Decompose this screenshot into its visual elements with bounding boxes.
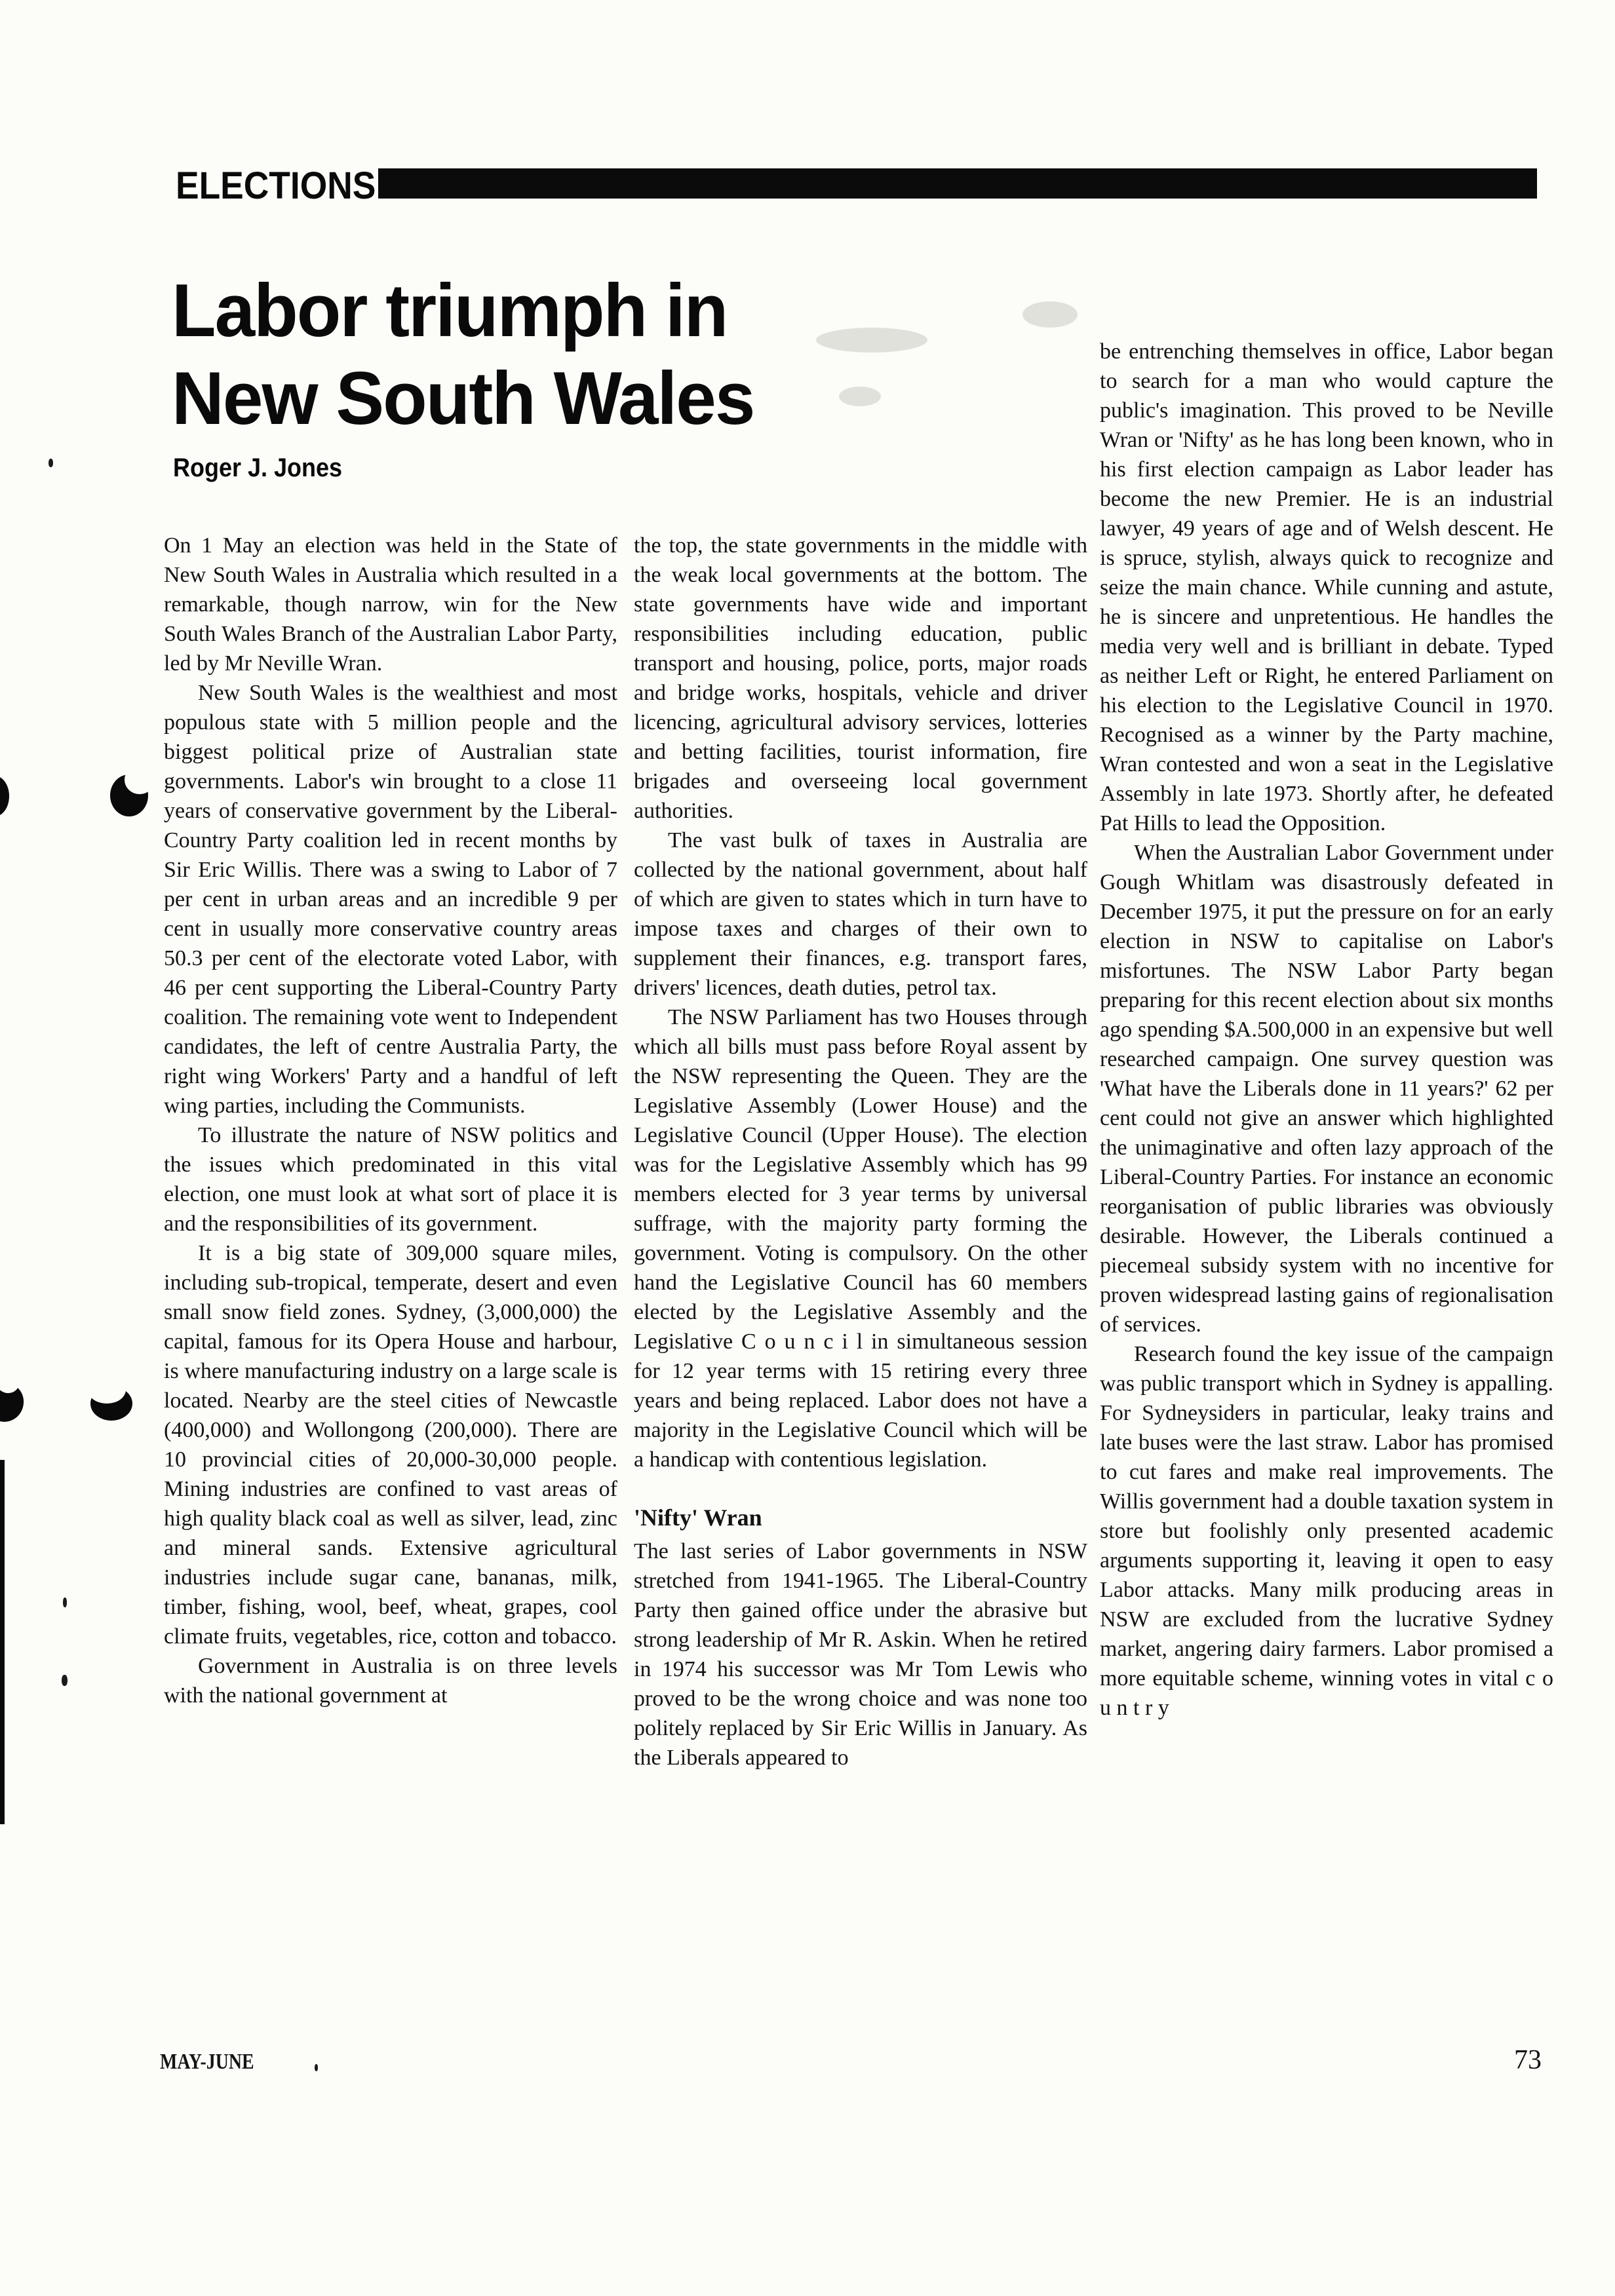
ink-crescent-1-notch (125, 765, 155, 794)
ink-speck-2 (63, 1598, 67, 1607)
footer-page-number: 73 (1514, 2045, 1542, 2075)
paragraph: the top, the state governments in the middle with the weak local governments at the bottom. The state governments have wide and important responsibilities including education, public transport and housing, police, ports, major roads and bridge works, hospitals, vehicle and driver licencing, agricultural advisory services, lotteries and betting facilities, tourist information, fire brigades and overseeing local government authorities. (634, 533, 1087, 823)
paragraph: When the Australian Labor Government under Gough Whitlam was disastrously defeated in December 1975, it put the pressure on for an early election in NSW to capitalise on Labor's misfortunes. The NSW Labor Party began preparing for this recent election about six months ago spending $A.500,000 in an expensive but well researched campaign. One survey question was 'What have the Liberals done in 11 years?' 62 per cent could not give an answer which highlighted the unimaginative and often lazy approach of the Liberal-Country Parties. For instance an economic reorganisation of public libraries was obviously desirable. However, the Liberals continued a piecemeal subsidy system with no incentive for proven widespread lasting gains of regionalisation of services. (1100, 841, 1553, 1337)
ink-speck-4 (315, 2064, 318, 2071)
scan-smudge-3 (839, 387, 881, 406)
scan-smudge-1 (816, 328, 927, 353)
article-column-3 (1100, 337, 1553, 1723)
paragraph: To illustrate the nature of NSW politics and the issues which predominated in this vital election, one must look at what sort of place it is and the responsibilities of its government. (164, 1123, 617, 1236)
paragraph: be entrenching themselves in office, Labor began to search for a man who would capture the public's imagination. This proved to be Neville Wran or 'Nifty' as he has long been known, who in his first election campaign as Labor leader has become the new Premier. He is an industrial lawyer, 49 years of age and of Welsh descent. He is spruce, stylish, always quick to recognize and seize the main chance. While cunning and astute, he is sincere and unpretentious. He handles the media very well and is brilliant in debate. Typed as neither Left or Right, he entered Parliament on his election to the Legislative Council in 1970. Recognised as a winner by the Party machine, Wran contested and won a seat in the Legislative Assembly in late 1973. Shortly after, he defeated Pat Hills to lead the Opposition. (1100, 339, 1553, 835)
ink-speck-3 (62, 1675, 68, 1686)
article-title-line2: New South Wales (172, 357, 754, 440)
article-column-1 (164, 531, 617, 1710)
section-label: ELECTIONS (176, 164, 376, 207)
byline: Roger J. Jones (173, 453, 343, 482)
ink-speck-1 (49, 459, 53, 467)
paragraph: It is a big state of 309,000 square miles, including sub-tropical, temperate, desert and even small snow field zones. Sydney, (3,000,000) the capital, famous for its Opera House and harbour, is where manufacturing industry on a large scale is located. Nearby are the steel cities of Newcastle (400,000) and Wollongong (200,000). There are 10 provincial cities of 20,000-30,000 people. Mining industries are confined to vast areas of high quality black coal as well as silver, lead, zinc and mineral sands. Extensive agricultural industries include sugar cane, bananas, milk, timber, fishing, wool, beef, wheat, grapes, cool climate fruits, vegetables, rice, cotton and tobacco. (164, 1241, 617, 1649)
paragraph: The last series of Labor governments in NSW stretched from 1941-1965. The Liberal-Country Party then gained office under the abrasive but strong leadership of Mr R. Askin. When he retired in 1974 his successor was Mr Tom Lewis who proved to be the wrong choice and was none too politely replaced by Sir Eric Willis in January. As the Liberals appeared to (634, 1539, 1087, 1770)
paragraph: The NSW Parliament has two Houses through which all bills must pass before Royal assent by the NSW representing the Queen. They are the Legislative Assembly (Lower House) and the Legislative Council (Upper House). The election was for the Legislative Assembly which has 99 members elected for 3 year terms by universal suffrage, with the majority party forming the government. Voting is compulsory. On the other hand the Legislative Council has 60 members elected by the Legislative Assembly and the Legislative C o u n c i l in simultaneous session for 12 year terms with 15 retiring every three years and being replaced. Labor does not have a majority in the Legislative Council which will be a handicap with contentious legislation. (634, 1005, 1087, 1472)
article-title-line1: Labor triumph in (172, 269, 728, 353)
ink-blot-edge-1 (0, 776, 9, 816)
paragraph: New South Wales is the wealthiest and most populous state with 5 million people and the biggest political prize of Australian state governments. Labor's win brought to a close 11 years of conservative government by the Liberal-Country Party coalition led in recent months by Sir Eric Willis. There was a swing to Labor of 7 per cent in urban areas and an incredible 9 per cent in usually more conservative country areas 50.3 per cent of the electorate voted Labor, with 46 per cent supporting the Liberal-Country Party coalition. The remaining vote went to Independent candidates, the left of centre Australia Party, the right wing Workers' Party and a handful of left wing parties, including the Communists. (164, 681, 617, 1118)
paragraph: On 1 May an election was held in the State of New South Wales in Australia which resulted in a remarkable, though narrow, win for the New South Wales Branch of the Australian Labor Party, led by Mr Neville Wran. (164, 533, 617, 676)
ink-blot-edge-2 (0, 1378, 29, 1427)
scan-smudge-2 (1022, 301, 1078, 328)
section-rule-bar (378, 168, 1537, 199)
ink-crescent-1 (110, 775, 148, 816)
paragraph: Government in Australia is on three levels with the national government at (164, 1654, 617, 1708)
ink-blot-edge-2-notch (0, 1368, 22, 1396)
article-title (172, 267, 754, 443)
footer-issue-label: MAY-JUNE (160, 2050, 254, 2074)
subheading: 'Nifty' Wran (634, 1504, 762, 1531)
article-column-2 (634, 531, 1087, 1772)
ink-crescent-2-notch (88, 1376, 126, 1404)
scan-edge-line (0, 1460, 5, 1824)
paragraph: The vast bulk of taxes in Australia are collected by the national government, about half of which are given to states which in turn have to impose taxes and charges of their own to supplement their finances, e.g. transport fares, drivers' licences, death duties, petrol tax. (634, 828, 1087, 1000)
ink-crescent-2 (90, 1387, 132, 1421)
paragraph: Research found the key issue of the campaign was public transport which in Sydney is appalling. For Sydneysiders in particular, leaky trains and late buses were the last straw. Labor has promised to cut fares and make real improvements. The Willis government had a double taxation system in store but foolishly only presented academic arguments supporting it, leaving it open to easy Labor attacks. Many milk producing areas in NSW are excluded from the lucrative Sydney market, angering dairy farmers. Labor promised a more equitable scheme, winning votes in vital c o u n t r y (1100, 1342, 1553, 1720)
